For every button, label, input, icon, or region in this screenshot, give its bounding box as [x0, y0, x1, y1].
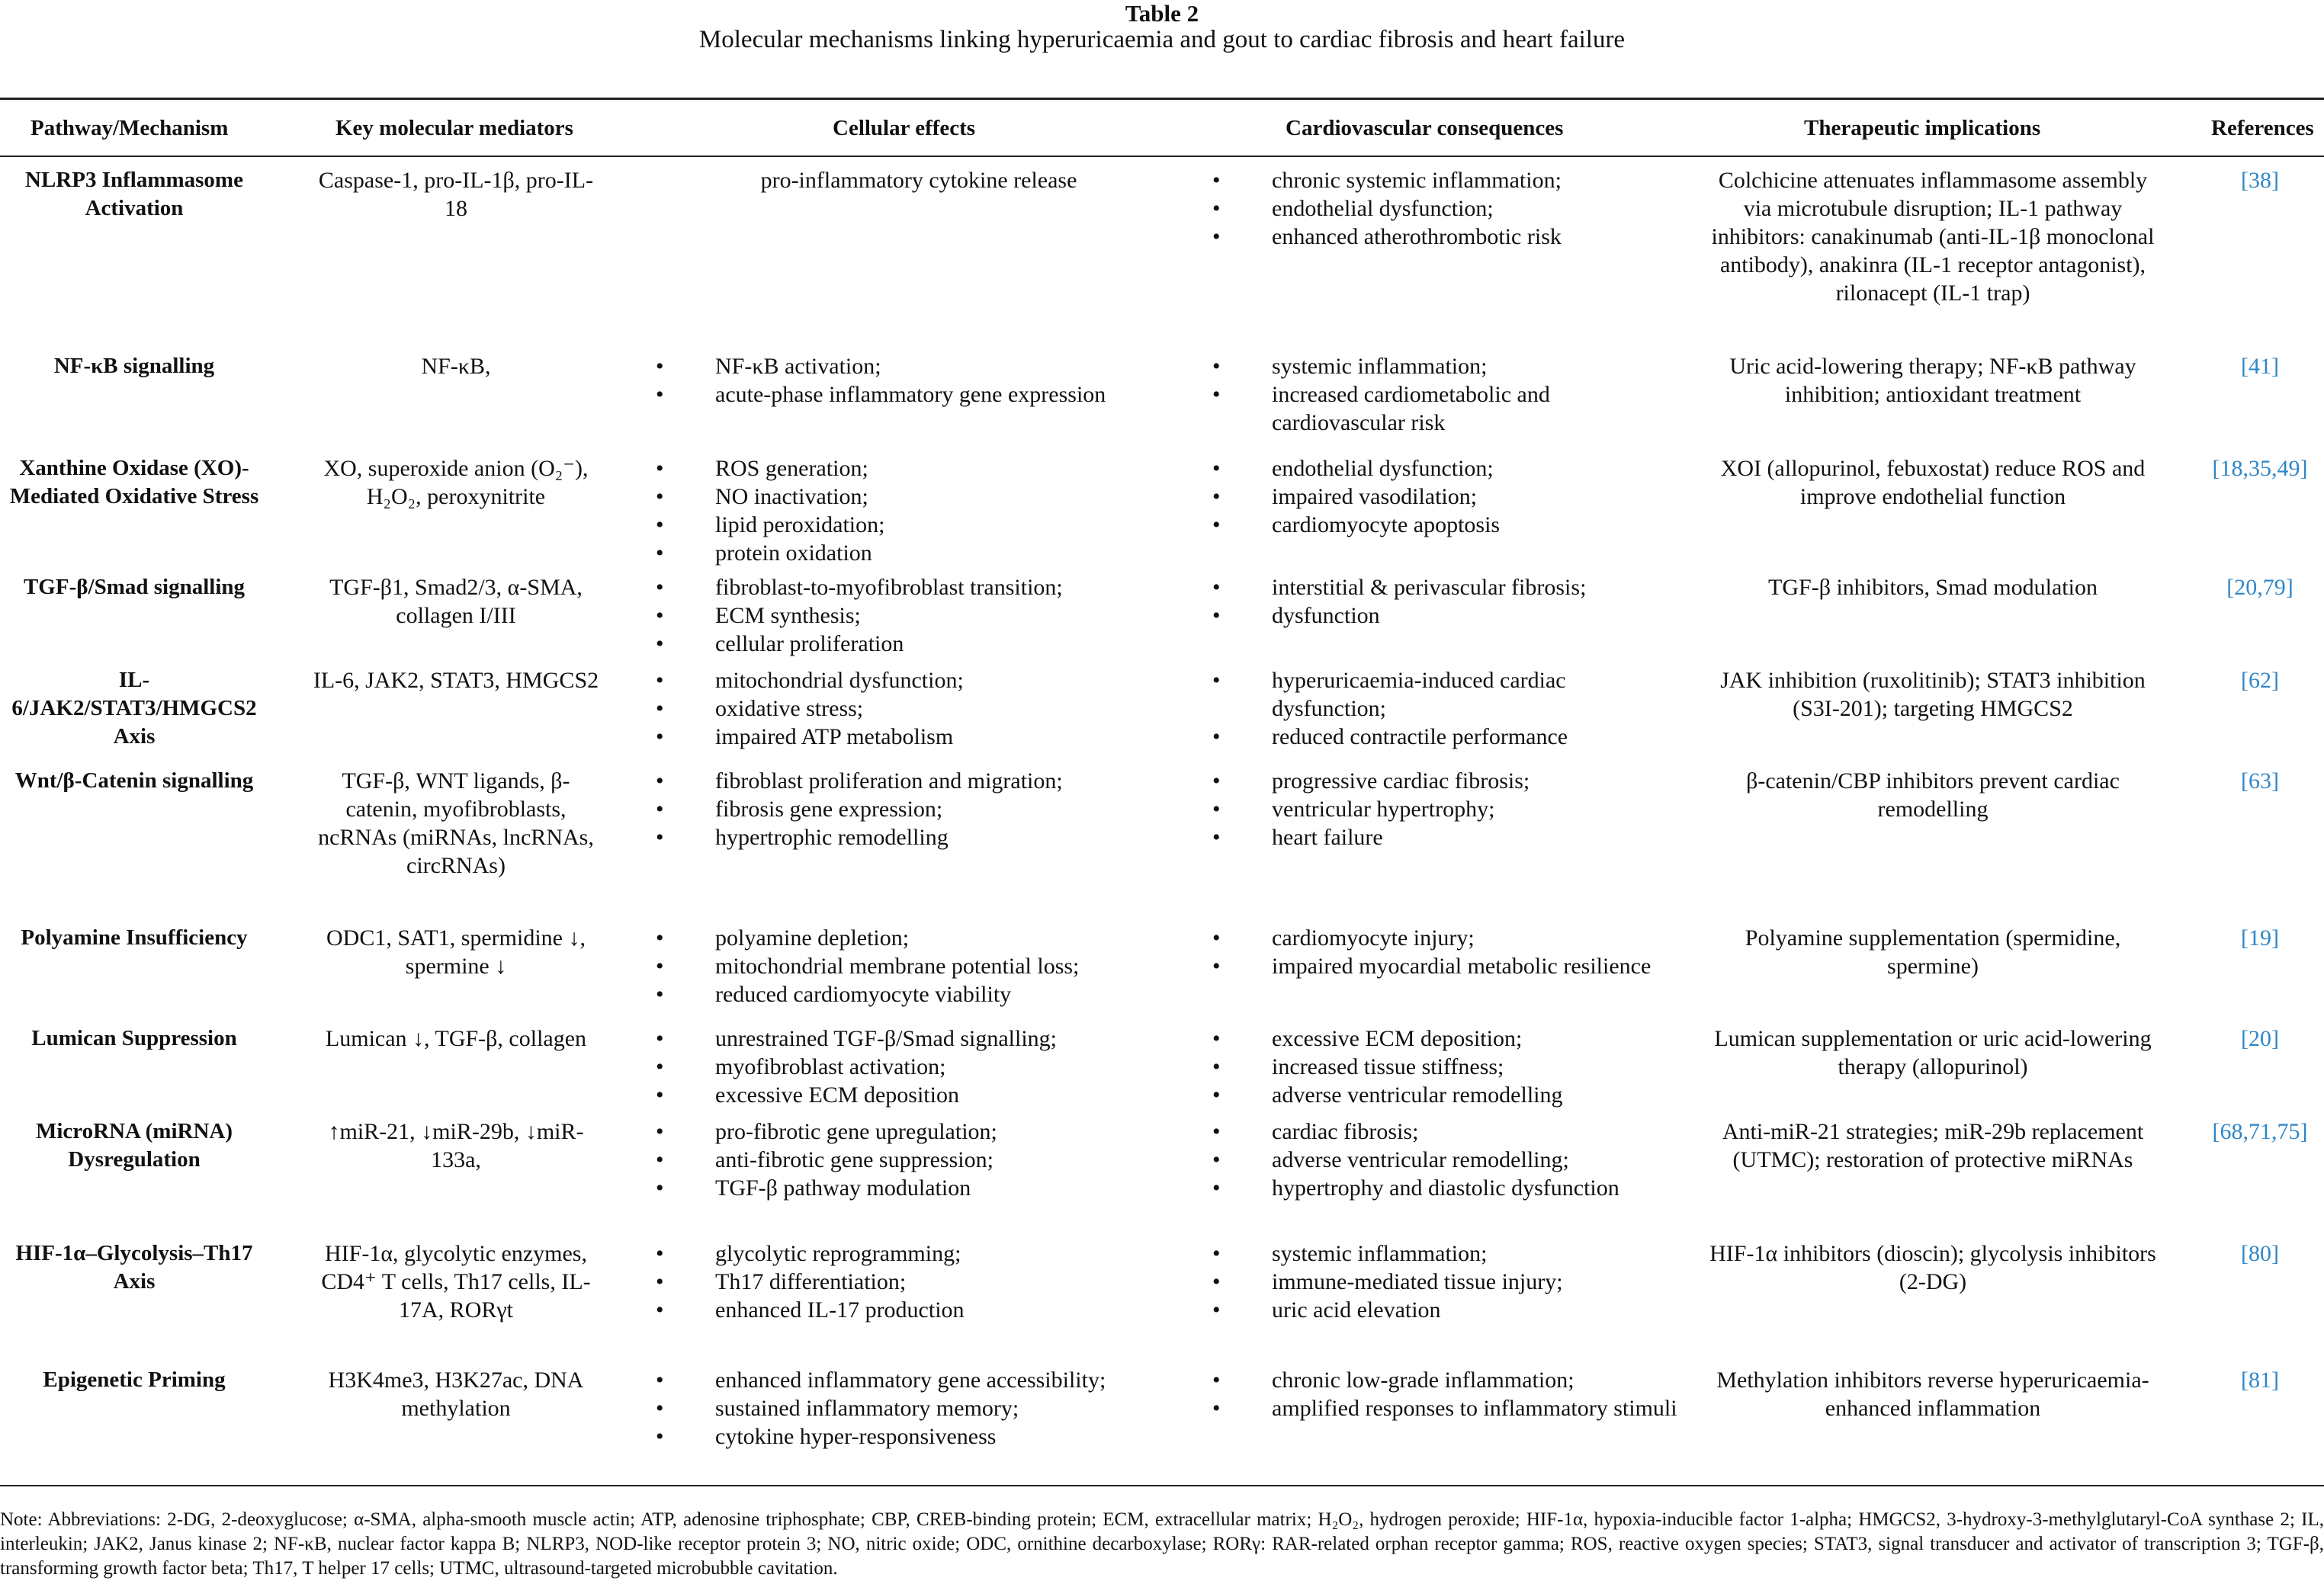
- cellular-effects-cell: [656, 666, 1182, 751]
- mediators-cell: Caspase-1, pro-IL-1β, pro-IL-18: [318, 168, 594, 221]
- cellular-effects-cell: [656, 454, 1182, 567]
- mediators-cell: IL-6, JAK2, STAT3, HMGCS2: [313, 668, 599, 693]
- cellular-effects-cell: pro-inflammatory cytokine release: [760, 168, 1077, 193]
- cellular-effect-item: • TGF-β pathway modulation: [656, 1174, 1182, 1202]
- cellular-effect-item: • anti-fibrotic gene suppression;: [656, 1146, 1182, 1174]
- header-pathway: Pathway/Mechanism: [30, 116, 229, 140]
- cardiovascular-cell: [1212, 166, 1685, 251]
- header-mediators: Key molecular mediators: [335, 116, 573, 140]
- mediators-cell: NF-κB,: [421, 354, 491, 379]
- therapeutic-cell: Methylation inhibitors reverse hyperuricaemia-enhanced inflammation: [1716, 1368, 2149, 1421]
- pathway-cell: MicroRNA (miRNA) Dysregulation: [36, 1119, 233, 1172]
- cellular-effect-item: • ECM synthesis;: [656, 601, 1182, 630]
- pathway-cell: NF-κB signalling: [53, 354, 215, 378]
- cardiovascular-cell: [1212, 1117, 1685, 1202]
- cellular-effect-item-list: [656, 767, 1182, 851]
- cardiovascular-item: • reduced contractile performance: [1212, 723, 1685, 751]
- cardiovascular-item: • adverse ventricular remodelling;: [1212, 1146, 1685, 1174]
- mediators-cell: XO, superoxide anion (O₂⁻), H₂O₂, peroxynitrite: [323, 456, 589, 509]
- mediators-cell: TGF-β1, Smad2/3, α-SMA, collagen I/III: [329, 575, 583, 628]
- references-cell: [2196, 767, 2324, 795]
- top-rule: [0, 98, 2324, 100]
- cardiovascular-item: • hyperuricaemia-induced cardiac dysfunction;: [1212, 666, 1685, 723]
- abbreviations-note: Note: Abbreviations: 2-DG, 2-deoxyglucose; α-SMA, alpha-smooth muscle actin; ATP, adenosine triphosphate; CBP, CREB-binding protein; ECM, extracellular matrix; H₂O₂, hydrogen peroxide; HIF-1α, hypoxia-inducible factor 1-alpha; HMGCS2, 3-hydroxy-3-methylglutaryl-CoA synthase 2; IL, interleukin; JAK2, Janus kinase 2; NF-κB, nuclear factor kappa B; NLRP3, NOD-like receptor protein 3; NO, nitric oxide; ODC, ornithine decarboxylase; RORγ: RAR-related orphan receptor gamma; ROS, reactive oxygen species; STAT3, signal transducer and activator of transcription 3; TGF-β, transforming growth factor beta; Th17, T helper 17 cells; UTMC, ultrasound-targeted microbubble cavitation.: [0, 1509, 2324, 1579]
- cardiovascular-item: • enhanced atherothrombotic risk: [1212, 223, 1685, 251]
- cellular-effect-item: • polyamine depletion;: [656, 924, 1182, 952]
- reference-link[interactable]: [62]: [2241, 668, 2279, 693]
- header-therapeutic-implications: Therapeutic implications: [1804, 116, 2041, 140]
- pathway-cell: TGF-β/Smad signalling: [23, 575, 246, 599]
- references-cell: [2196, 454, 2324, 483]
- reference-link[interactable]: [81]: [2241, 1368, 2279, 1393]
- cellular-effect-item-list: [656, 924, 1182, 1008]
- cellular-effect-item: • impaired ATP metabolism: [656, 723, 1182, 751]
- cellular-effect-item: • oxidative stress;: [656, 694, 1182, 723]
- cellular-effect-item: • mitochondrial membrane potential loss;: [656, 952, 1182, 980]
- cardiovascular-item: • endothelial dysfunction;: [1212, 454, 1685, 483]
- cardiovascular-item-list: [1212, 454, 1685, 539]
- cardiovascular-item-list: [1212, 352, 1685, 437]
- cellular-effect-item: • protein oxidation: [656, 539, 1182, 567]
- cardiovascular-item: • progressive cardiac fibrosis;: [1212, 767, 1685, 795]
- mediators-cell: ODC1, SAT1, spermidine ↓, spermine ↓: [326, 925, 586, 979]
- cellular-effect-item-list: [656, 454, 1182, 567]
- cardiovascular-item-list: [1212, 666, 1685, 751]
- mediators-cell: H3K4me3, H3K27ac, DNA methylation: [328, 1368, 584, 1421]
- cellular-effect-item: • Th17 differentiation;: [656, 1268, 1182, 1296]
- cellular-effect-item-list: [656, 666, 1182, 751]
- therapeutic-cell: Colchicine attenuates inflammasome assembly via microtubule disruption; IL-1 pathway inhibitors: canakinumab (anti-IL-1β monoclonal antibody), anakinra (IL-1 receptor antagonist), rilonacept (IL-1 trap): [1711, 168, 2155, 306]
- reference-link[interactable]: [38]: [2241, 168, 2279, 193]
- cardiovascular-cell: [1212, 924, 1685, 980]
- cellular-effect-item: • ROS generation;: [656, 454, 1182, 483]
- references-cell: [2196, 1366, 2324, 1394]
- cellular-effect-item: • fibrosis gene expression;: [656, 795, 1182, 823]
- cellular-effects-cell: [656, 352, 1182, 409]
- mediators-cell: TGF-β, WNT ligands, β-catenin, myofibroblasts, ncRNAs (miRNAs, lncRNAs, circRNAs): [318, 768, 594, 878]
- references-cell: [2196, 666, 2324, 694]
- table-title: Molecular mechanisms linking hyperuricaemia and gout to cardiac fibrosis and heart failure: [698, 26, 1626, 53]
- cardiovascular-cell: [1212, 767, 1685, 851]
- therapeutic-cell: HIF-1α inhibitors (dioscin); glycolysis inhibitors (2-DG): [1709, 1241, 2156, 1294]
- cardiovascular-item: • impaired vasodilation;: [1212, 483, 1685, 511]
- cellular-effect-item: • pro-fibrotic gene upregulation;: [656, 1117, 1182, 1146]
- reference-link[interactable]: [80]: [2241, 1241, 2279, 1266]
- therapeutic-cell: β-catenin/CBP inhibitors prevent cardiac remodelling: [1746, 768, 2120, 822]
- cellular-effects-cell: [656, 573, 1182, 658]
- cellular-effect-item: • lipid peroxidation;: [656, 511, 1182, 539]
- cardiovascular-item: • ventricular hypertrophy;: [1212, 795, 1685, 823]
- cardiovascular-item: • excessive ECM deposition;: [1212, 1024, 1685, 1053]
- cardiovascular-item: • cardiomyocyte injury;: [1212, 924, 1685, 952]
- cardiovascular-item: • interstitial & perivascular fibrosis;: [1212, 573, 1685, 601]
- cellular-effect-item: • myofibroblast activation;: [656, 1053, 1182, 1081]
- cardiovascular-item: • systemic inflammation;: [1212, 1239, 1685, 1268]
- mediators-cell: Lumican ↓, TGF-β, collagen: [325, 1026, 587, 1051]
- cardiovascular-item: • endothelial dysfunction;: [1212, 194, 1685, 223]
- cardiovascular-item-list: [1212, 1239, 1685, 1324]
- cellular-effect-item: • mitochondrial dysfunction;: [656, 666, 1182, 694]
- cardiovascular-item: • hypertrophy and diastolic dysfunction: [1212, 1174, 1685, 1202]
- cardiovascular-item: • heart failure: [1212, 823, 1685, 851]
- cellular-effect-item: • fibroblast proliferation and migration;: [656, 767, 1182, 795]
- therapeutic-cell: XOI (allopurinol, febuxostat) reduce ROS and improve endothelial function: [1720, 456, 2146, 509]
- cardiovascular-item: • impaired myocardial metabolic resilience: [1212, 952, 1685, 980]
- pathway-cell: HIF-1α–Glycolysis–Th17 Axis: [15, 1241, 253, 1294]
- cellular-effect-item-list: [656, 352, 1182, 409]
- cellular-effects-cell: [656, 1366, 1182, 1451]
- cellular-effect-item-list: [656, 573, 1182, 658]
- therapeutic-cell: JAK inhibition (ruxolitinib); STAT3 inhibition (S3I-201); targeting HMGCS2: [1720, 668, 2146, 721]
- references-cell: [2196, 924, 2324, 952]
- references-cell: [2196, 1117, 2324, 1146]
- pathway-cell: IL-6/JAK2/STAT3/HMGCS2 Axis: [11, 668, 257, 749]
- pathway-cell: Xanthine Oxidase (XO)-Mediated Oxidative Stress: [9, 456, 259, 508]
- cardiovascular-item: • cardiac fibrosis;: [1212, 1117, 1685, 1146]
- cellular-effect-item: • unrestrained TGF-β/Smad signalling;: [656, 1024, 1182, 1053]
- references-cell: [2196, 1239, 2324, 1268]
- pathway-cell: Lumican Suppression: [31, 1026, 237, 1050]
- header-cellular-effects: Cellular effects: [833, 116, 976, 140]
- cellular-effect-item: • enhanced inflammatory gene accessibility;: [656, 1366, 1182, 1394]
- cardiovascular-cell: [1212, 454, 1685, 539]
- therapeutic-cell: Polyamine supplementation (spermidine, spermine): [1745, 925, 2121, 979]
- bottom-rule: [0, 1485, 2324, 1486]
- therapeutic-cell: Anti-miR-21 strategies; miR-29b replacement (UTMC); restoration of protective miRNAs: [1722, 1119, 2144, 1172]
- cellular-effects-cell: [656, 924, 1182, 1008]
- cardiovascular-item-list: [1212, 166, 1685, 251]
- cellular-effects-cell: [656, 1117, 1182, 1202]
- pathway-cell: Polyamine Insufficiency: [21, 925, 248, 950]
- cardiovascular-item: • cardiomyocyte apoptosis: [1212, 511, 1685, 539]
- cardiovascular-item: • systemic inflammation;: [1212, 352, 1685, 380]
- references-cell: [2196, 166, 2324, 194]
- cardiovascular-cell: [1212, 352, 1685, 437]
- cardiovascular-item: • increased cardiometabolic and cardiovascular risk: [1212, 380, 1685, 437]
- cellular-effect-item-list: [656, 1024, 1182, 1109]
- reference-link[interactable]: [19]: [2241, 925, 2279, 951]
- cellular-effects-cell: [656, 1239, 1182, 1324]
- cardiovascular-item: • dysfunction: [1212, 601, 1685, 630]
- therapeutic-cell: TGF-β inhibitors, Smad modulation: [1768, 575, 2098, 600]
- reference-link[interactable]: [63]: [2241, 768, 2279, 794]
- pathway-cell: NLRP3 Inflammasome Activation: [25, 168, 243, 220]
- therapeutic-cell: Lumican supplementation or uric acid-lowering therapy (allopurinol): [1714, 1026, 2152, 1079]
- cellular-effect-item: • cellular proliferation: [656, 630, 1182, 658]
- header-rule: [0, 156, 2324, 157]
- mediators-cell: ↑miR-21, ↓miR-29b, ↓miR-133a,: [328, 1119, 584, 1172]
- cellular-effect-item: • NO inactivation;: [656, 483, 1182, 511]
- table-label: Table 2: [1125, 0, 1199, 27]
- cardiovascular-cell: [1212, 1239, 1685, 1324]
- cellular-effect-item: • NF-κB activation;: [656, 352, 1182, 380]
- reference-link[interactable]: [68,71,75]: [2212, 1119, 2308, 1144]
- cardiovascular-item-list: [1212, 767, 1685, 851]
- pathway-cell: Wnt/β-Catenin signalling: [14, 768, 254, 793]
- cellular-effect-item: • glycolytic reprogramming;: [656, 1239, 1182, 1268]
- reference-link[interactable]: [20,79]: [2226, 575, 2294, 600]
- cellular-effects-cell: [656, 1024, 1182, 1109]
- cardiovascular-cell: [1212, 666, 1685, 751]
- cellular-effects-cell: [656, 767, 1182, 851]
- header-cardiovascular-consequences: Cardiovascular consequences: [1286, 116, 1564, 140]
- cardiovascular-item: • chronic systemic inflammation;: [1212, 166, 1685, 194]
- cellular-effect-item: • enhanced IL-17 production: [656, 1296, 1182, 1324]
- cellular-effect-item: • hypertrophic remodelling: [656, 823, 1182, 851]
- cardiovascular-item: • chronic low-grade inflammation;: [1212, 1366, 1685, 1394]
- references-cell: [2196, 1024, 2324, 1053]
- cardiovascular-item-list: [1212, 573, 1685, 630]
- cellular-effect-item: • reduced cardiomyocyte viability: [656, 980, 1182, 1008]
- reference-link[interactable]: [20]: [2241, 1026, 2279, 1051]
- cellular-effect-item: • acute-phase inflammatory gene expression: [656, 380, 1182, 409]
- cellular-effect-item: • cytokine hyper-responsiveness: [656, 1422, 1182, 1451]
- cardiovascular-cell: [1212, 1024, 1685, 1109]
- cellular-effect-item: • fibroblast-to-myofibroblast transition;: [656, 573, 1182, 601]
- mediators-cell: HIF-1α, glycolytic enzymes, CD4⁺ T cells, Th17 cells, IL-17A, RORγt: [321, 1241, 591, 1323]
- cellular-effect-item: • excessive ECM deposition: [656, 1081, 1182, 1109]
- cardiovascular-item-list: [1212, 924, 1685, 980]
- cellular-effect-item-list: [656, 1117, 1182, 1202]
- cellular-effect-item-list: [656, 1366, 1182, 1451]
- references-cell: [2196, 352, 2324, 380]
- cardiovascular-item: • amplified responses to inflammatory stimuli: [1212, 1394, 1685, 1422]
- pathway-cell: Epigenetic Priming: [43, 1368, 226, 1392]
- cardiovascular-item-list: [1212, 1117, 1685, 1202]
- references-cell: [2196, 573, 2324, 601]
- cardiovascular-item: • immune-mediated tissue injury;: [1212, 1268, 1685, 1296]
- cardiovascular-item: • adverse ventricular remodelling: [1212, 1081, 1685, 1109]
- cellular-effect-item: • sustained inflammatory memory;: [656, 1394, 1182, 1422]
- therapeutic-cell: Uric acid-lowering therapy; NF-κB pathway inhibition; antioxidant treatment: [1729, 354, 2136, 407]
- cardiovascular-cell: [1212, 573, 1685, 630]
- reference-link[interactable]: [41]: [2241, 354, 2279, 379]
- header-references: References: [2211, 116, 2314, 140]
- cardiovascular-item-list: [1212, 1366, 1685, 1422]
- cardiovascular-item: • increased tissue stiffness;: [1212, 1053, 1685, 1081]
- cardiovascular-cell: [1212, 1366, 1685, 1422]
- cardiovascular-item: • uric acid elevation: [1212, 1296, 1685, 1324]
- cellular-effect-item-list: [656, 1239, 1182, 1324]
- cardiovascular-item-list: [1212, 1024, 1685, 1109]
- reference-link[interactable]: [18,35,49]: [2212, 456, 2308, 481]
